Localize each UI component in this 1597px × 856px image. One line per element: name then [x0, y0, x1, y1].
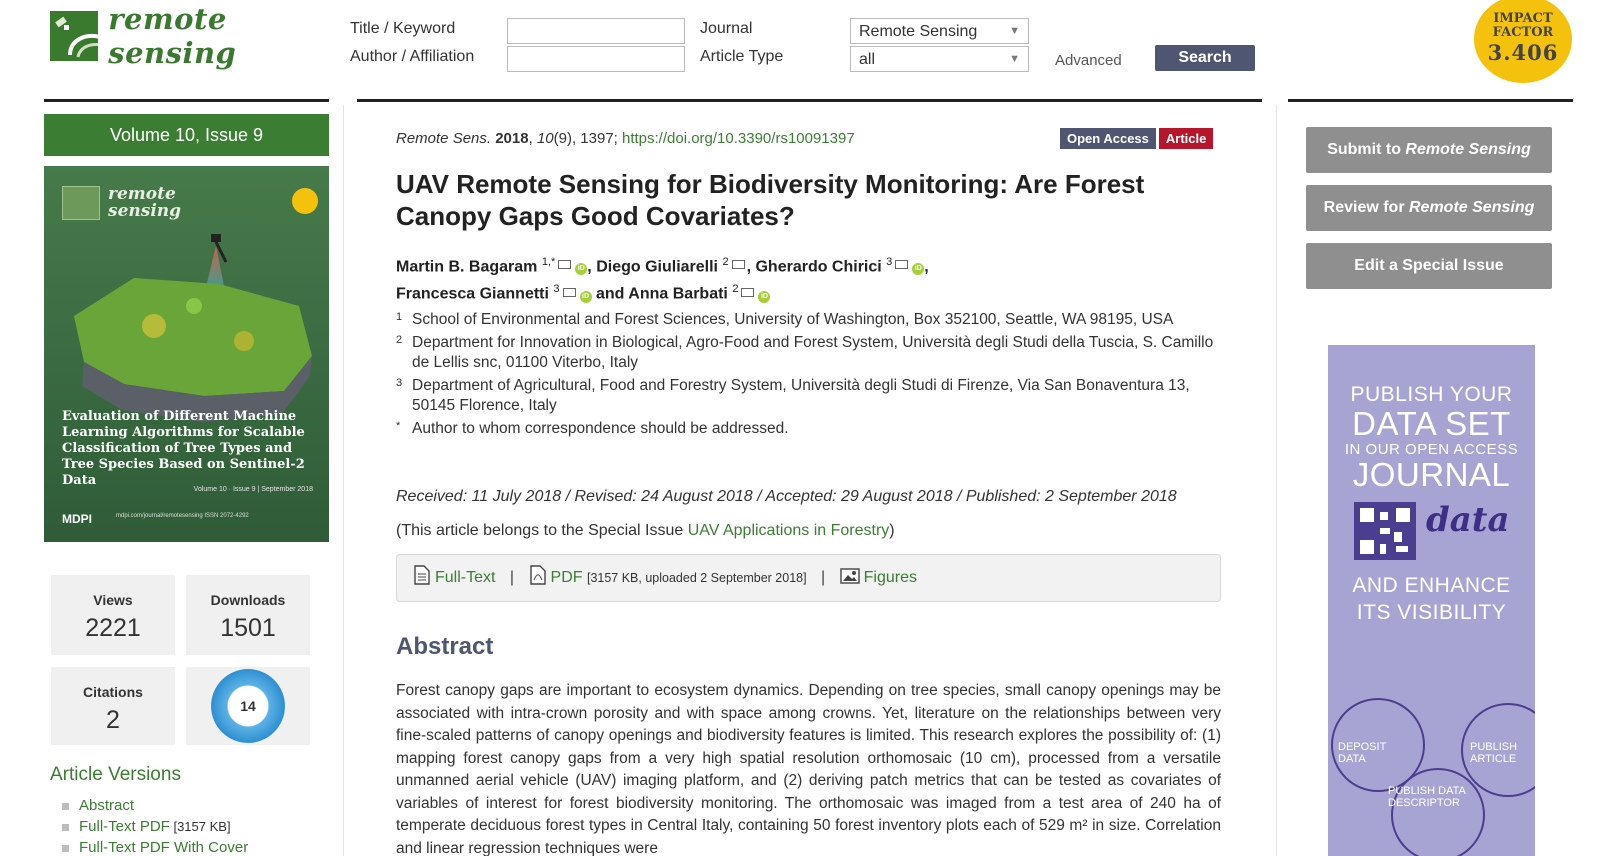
submit-button[interactable]: Submit to Remote Sensing [1306, 127, 1552, 173]
data-journal-advertisement[interactable] [1328, 345, 1535, 856]
mail-icon[interactable] [741, 288, 754, 297]
downloads-stat [186, 575, 310, 655]
pdf-link[interactable]: PDF [550, 569, 583, 586]
downloads-value: 1501 [220, 614, 276, 642]
article-type-select-value: all [859, 51, 876, 68]
downloads-label: Downloads [210, 592, 286, 608]
article-title: UAV Remote Sensing for Biodiversity Monitoring: Are Forest Canopy Gaps Good Covariates? [396, 169, 1145, 231]
citations-label: Citations [83, 684, 143, 700]
document-icon [413, 565, 431, 585]
cycle-label-deposit: DEPOSIT DATA [1338, 741, 1387, 765]
qr-code-icon [1354, 502, 1416, 560]
orcid-icon[interactable]: iD [758, 291, 770, 303]
issue-cover-image[interactable] [44, 166, 329, 542]
cover-publisher: MDPI [62, 512, 92, 526]
header-divider-center [357, 99, 1262, 102]
author-name[interactable]: Francesca Giannetti [396, 285, 549, 303]
orcid-icon[interactable]: iD [575, 263, 587, 275]
article-type-label: Article Type [700, 48, 784, 65]
sidebar-divider [343, 105, 344, 856]
ad-line: IN OUR OPEN ACCESS [1344, 441, 1519, 458]
article-versions-list [62, 797, 248, 856]
journal-logo[interactable] [50, 2, 330, 70]
author-name[interactable]: Martin B. Bagaram [396, 258, 538, 276]
chevron-down-icon: ▼ [1009, 25, 1020, 37]
ad-line: PUBLISH YOUR [1350, 383, 1513, 406]
impact-label: IMPACT FACTOR [1492, 11, 1554, 40]
figures-link[interactable]: Figures [863, 569, 918, 586]
title-keyword-input[interactable] [507, 18, 685, 44]
bullet-icon [62, 824, 69, 831]
article-type-badge: Article [1159, 128, 1213, 149]
article-type-select[interactable] [850, 46, 1029, 72]
cycle-label-publish-article: PUBLISH ARTICLE [1470, 741, 1518, 765]
views-value: 2221 [85, 614, 141, 642]
mail-icon[interactable] [563, 288, 576, 297]
author-affiliation-label: Author / Affiliation [350, 48, 475, 65]
download-links-bar: Full-Text | PDF [3157 KB, uploaded 2 September 2018] | Figures [396, 554, 1221, 602]
title-keyword-label: Title / Keyword [350, 20, 456, 37]
citations-value: 2 [106, 706, 120, 734]
version-item-abstract[interactable]: Abstract [62, 797, 248, 818]
ad-brand [1328, 500, 1535, 562]
doi-link[interactable]: https://doi.org/10.3390/rs10091397 [622, 130, 855, 147]
affiliation-row: 3 Department of Agricultural, Food and Forestry System, Università degli Studi di Firenze, Via San Bonaventura 13, 50145 Florence, Italy [396, 377, 1190, 414]
search-form [350, 14, 1257, 78]
views-stat [51, 575, 175, 655]
affiliation-row: 1 School of Environmental and Forest Sciences, University of Washington, Box 352100, Seattle, WA 98195, USA [396, 311, 1174, 328]
journal-select-value: Remote Sensing [859, 23, 978, 40]
author-name[interactable]: Diego Giuliarelli [596, 258, 718, 276]
journal-label: Journal [700, 20, 753, 37]
right-sidebar-divider [1276, 105, 1277, 856]
special-issue-link[interactable]: UAV Applications in Forestry [687, 522, 890, 539]
abstract-heading: Abstract [396, 633, 494, 660]
altmetric-donut-icon [207, 669, 289, 743]
pdf-info: [3157 KB, uploaded 2 September 2018] [586, 571, 807, 585]
journal-select[interactable] [850, 18, 1029, 44]
special-issue-note: (This article belongs to the Special Issue UAV Applications in Forestry) [396, 522, 895, 539]
altmetric-score: 14 [232, 690, 264, 722]
publishing-cycle-diagram [1328, 695, 1535, 856]
bullet-icon [62, 845, 69, 852]
ad-line: DATA SET [1352, 405, 1511, 442]
open-access-badge: Open Access [1060, 128, 1156, 149]
abstract-text: Forest canopy gaps are important to ecosystem dynamics. Depending on tree species, small canopy openings may be associated with intra-crown porosity and with space among crowns. Yet, literature on the relationships between very fine-scaled patterns of canopy openings and biodiversity features is limited. This research explores the possibility of: (1) mapping forest canopy gaps from a very high spatial resolution orthomosaic (10 cm), processed from a versatile unmanned aerial vehicle (UAV) imaging platform, and (2) deriving patch metrics that can be tested as covariates of variables of interest for forest biodiversity monitoring. The orthomosaic was imaged from a test area of 240 ha of temperate deciduous forest types in Central Italy, containing 50 forest inventory plots each of 529 m² in size. Correlation and linear regression techniques were [396, 682, 1221, 856]
cover-article-title: Evaluation of Different Machine Learning Algorithms for Scalable Classification of Tree Types and Tree Species Based on Sentinel-2 Data [62, 409, 305, 488]
altmetric-badge[interactable] [186, 667, 310, 745]
affiliation-row: 2 Department for Innovation in Biological, Agro-Food and Forest System, Università degli Studi della Tuscia, S. Camillo de Lellis snc, 01100 Viterbo, Italy [396, 334, 1214, 371]
fulltext-link[interactable]: Full-Text [435, 569, 496, 586]
mail-icon[interactable] [895, 260, 908, 269]
correspondence-note: * Author to whom correspondence should be addressed. [396, 420, 789, 437]
citation-line: Remote Sens. 2018, 10(9), 1397; https://doi.org/10.3390/rs10091397 [396, 130, 855, 147]
citations-stat[interactable] [51, 667, 175, 745]
journal-name: remote sensing [108, 2, 237, 70]
mail-icon[interactable] [732, 260, 745, 269]
edit-special-issue-button[interactable]: Edit a Special Issue [1306, 243, 1552, 289]
ad-brand-name: data [1426, 500, 1510, 540]
and-word: and [595, 285, 625, 303]
header-divider-right [1288, 99, 1573, 102]
article-badges [1060, 128, 1216, 149]
cover-volume-line: Volume 10 · Issue 9 | September 2018 [193, 486, 313, 493]
impact-value: 3.406 [1487, 40, 1559, 65]
publication-dates: Received: 11 July 2018 / Revised: 24 August 2018 / Accepted: 29 August 2018 / Published: 2 September 2018 [396, 488, 1177, 505]
article-versions-heading: Article Versions [50, 764, 181, 785]
version-item-pdf-with-cover[interactable]: Full-Text PDF With Cover [62, 839, 248, 856]
pdf-icon [529, 565, 547, 585]
orcid-icon[interactable]: iD [912, 263, 924, 275]
author-list: Martin B. Bagaram $^{1,*}$iD , Diego Giuliarelli $^2$ , Gherardo Chirici $^3$iD , Francesca Giannetti $^3$iD and Anna Barbati $^2$iD [396, 256, 929, 303]
affiliations [396, 310, 1216, 442]
impact-factor-badge[interactable] [1474, 0, 1572, 83]
ad-line: AND ENHANCE ITS VISIBILITY [1352, 574, 1511, 624]
header-divider-left [44, 99, 329, 102]
ad-line: JOURNAL [1352, 456, 1511, 493]
author-affiliation-input[interactable] [507, 46, 685, 72]
image-icon [840, 567, 860, 585]
advanced-search-link[interactable]: Advanced [1055, 52, 1122, 69]
cycle-label-descriptor: PUBLISH DATA DESCRIPTOR [1388, 785, 1466, 809]
chevron-down-icon: ▼ [1009, 53, 1020, 65]
cover-footer: mdpi.com/journal/remotesensing ISSN 2072-4292 [116, 513, 249, 519]
orcid-icon[interactable]: iD [580, 291, 592, 303]
mail-icon[interactable] [558, 260, 571, 269]
cover-journal-name: remote sensing [108, 184, 182, 221]
satellite-logo-icon [50, 11, 98, 61]
bullet-icon [62, 803, 69, 810]
views-label: Views [93, 592, 133, 608]
version-item-fulltext-pdf[interactable]: Full-Text PDF [3157 KB] [62, 818, 248, 839]
volume-issue-link[interactable]: Volume 10, Issue 9 [44, 114, 329, 156]
search-button[interactable]: Search [1155, 45, 1255, 71]
author-name[interactable]: Anna Barbati [628, 285, 728, 303]
author-name[interactable]: Gherardo Chirici [755, 258, 882, 276]
review-button[interactable]: Review for Remote Sensing [1306, 185, 1552, 231]
